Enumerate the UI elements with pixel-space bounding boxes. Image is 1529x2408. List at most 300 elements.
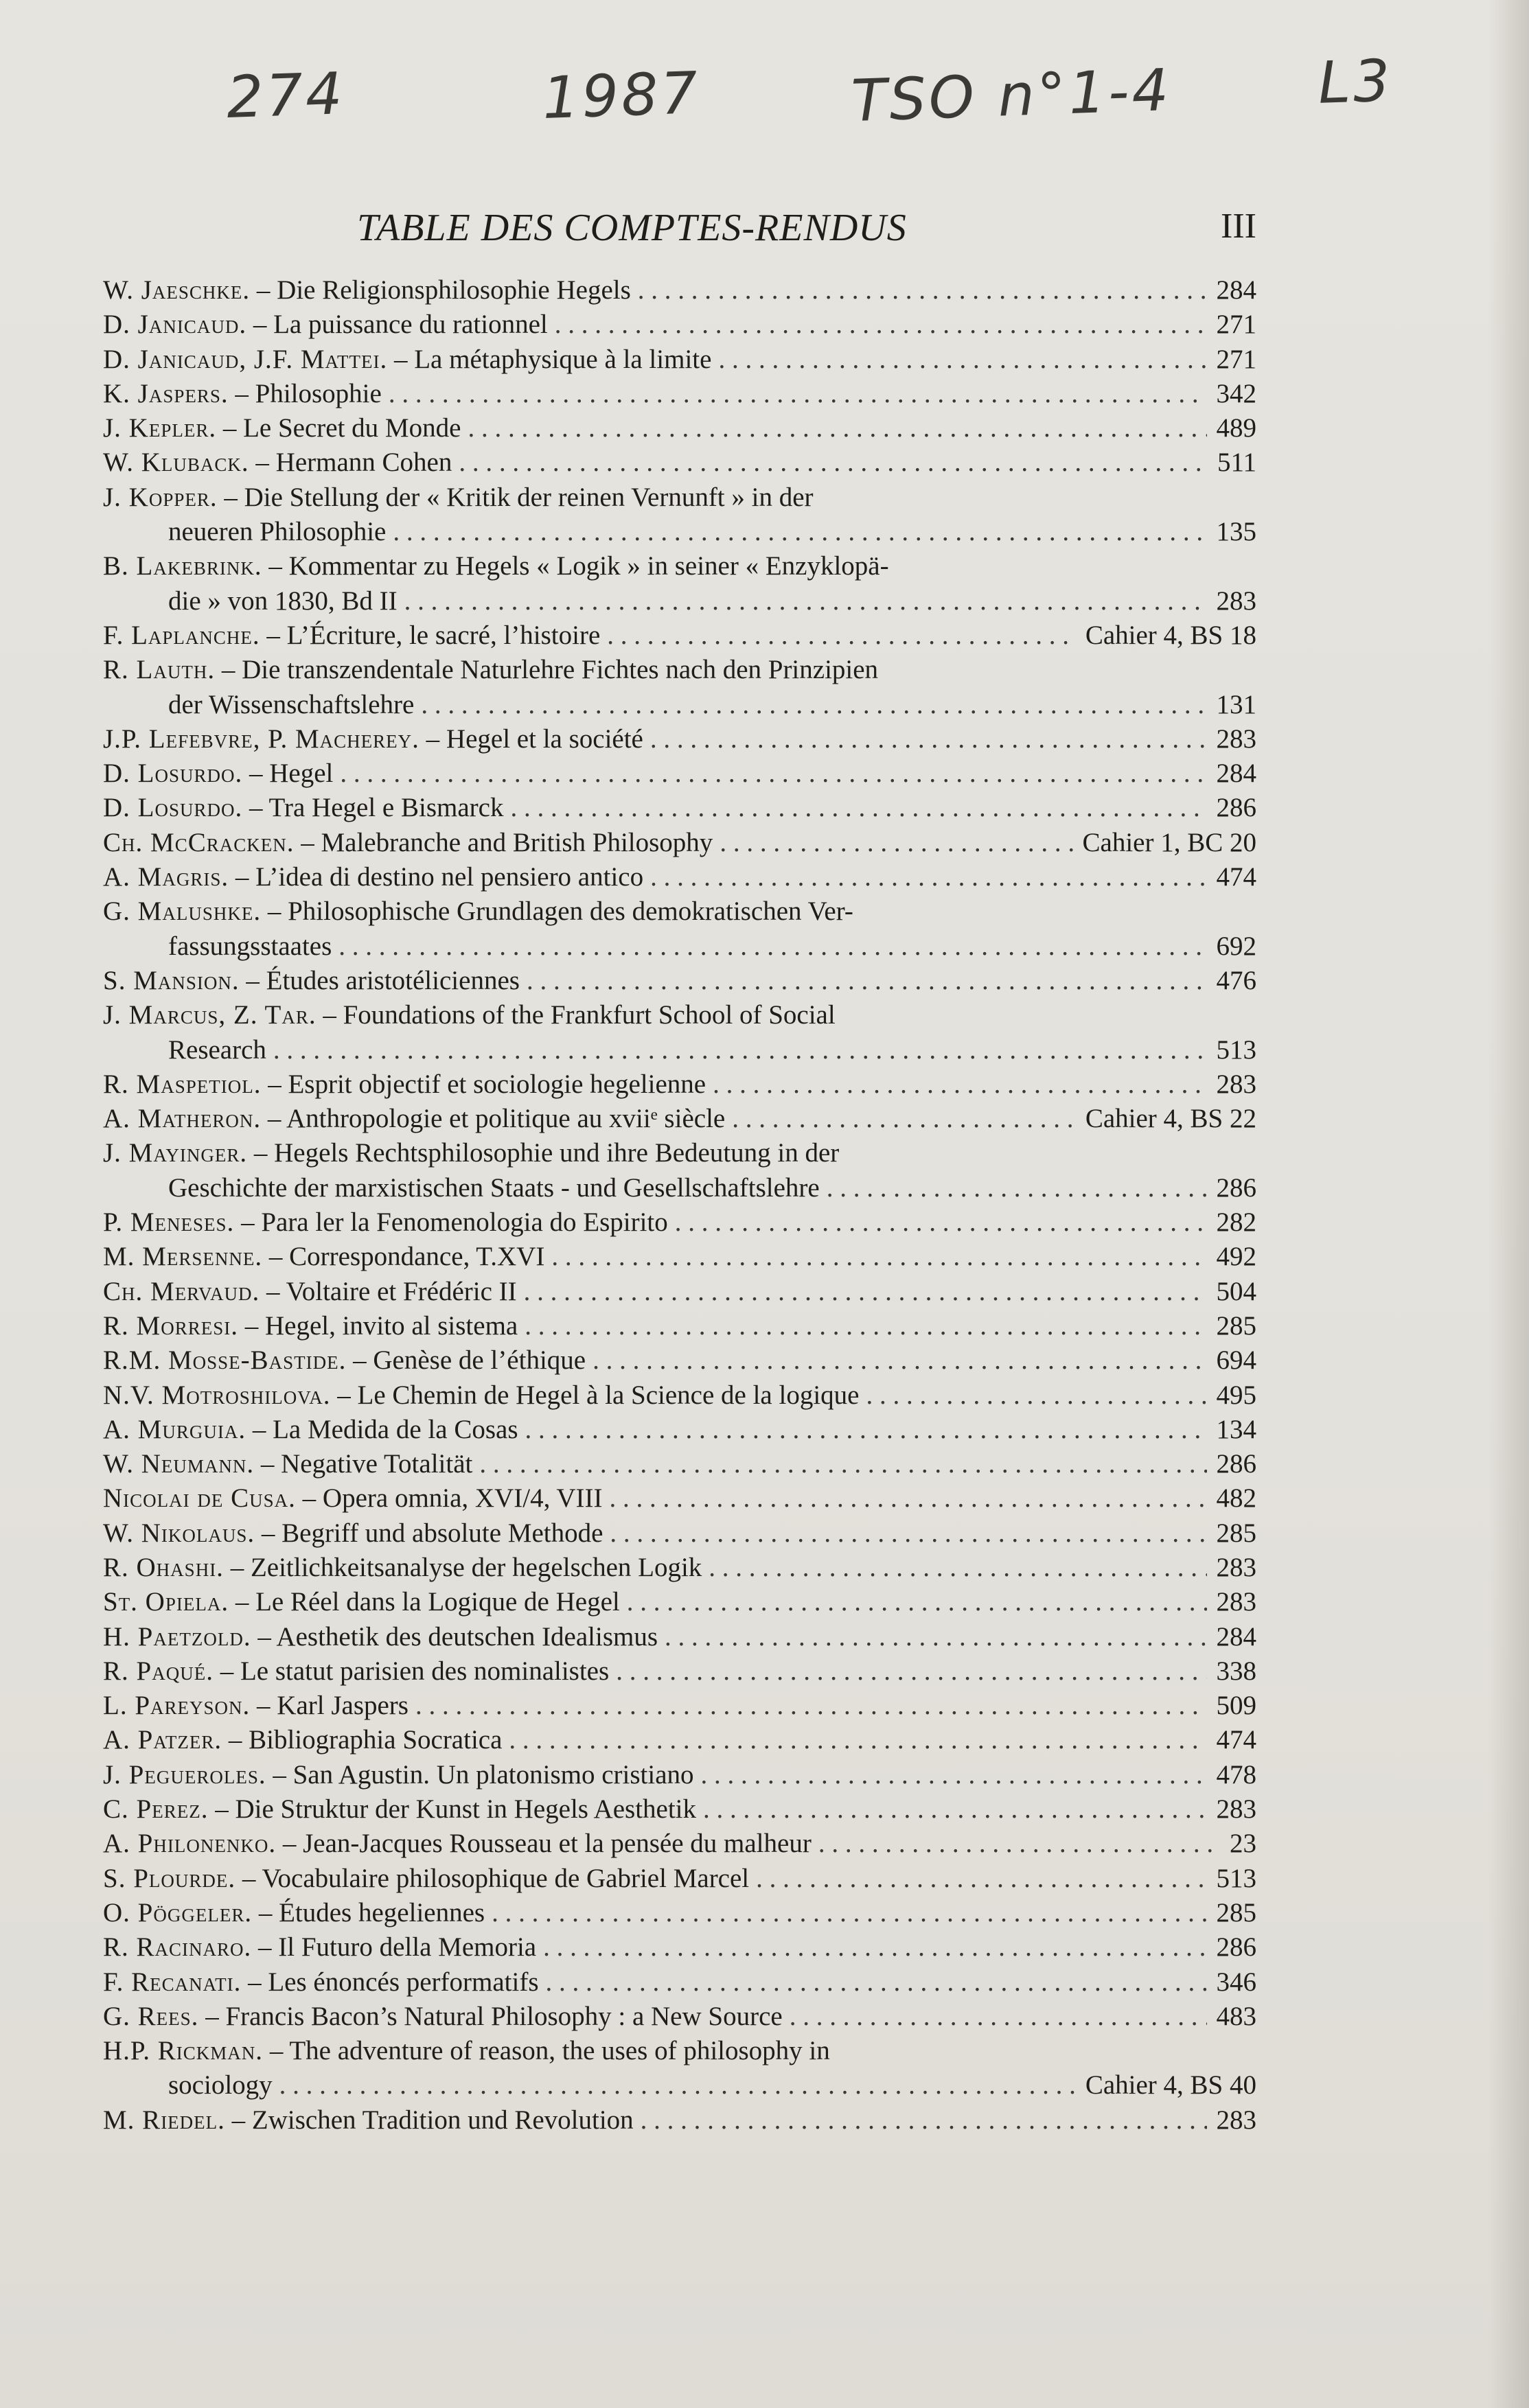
entry-page-reference: 286 — [1216, 1449, 1256, 1479]
dot-leader — [703, 1792, 1206, 1827]
entry-author: D. Janicaud. — [103, 310, 247, 340]
entry-author: S. Mansion. — [103, 965, 240, 995]
entry-title: – L’idea di destino nel pensiero antico — [235, 862, 644, 892]
entry-author: Ch. Mervaud. — [103, 1276, 260, 1306]
entry-title: – Hermann Cohen — [255, 448, 452, 478]
index-entry — [103, 791, 1256, 825]
entry-page-reference: 135 — [1216, 517, 1256, 547]
entry-first-line — [103, 2000, 1256, 2034]
entry-title: – Le Réel dans la Logique de Hegel — [235, 1587, 620, 1617]
entry-title: – The adventure of reason, the uses of philosophy in — [269, 2036, 830, 2066]
entry-title: neueren Philosophie — [168, 517, 387, 547]
dot-leader — [827, 1171, 1207, 1205]
dot-leader — [650, 722, 1207, 756]
entry-first-line — [103, 1827, 1256, 1861]
entry-title: – Philosophie — [235, 378, 382, 408]
entry-first-line — [103, 1309, 1256, 1343]
entry-continuation-line — [103, 2068, 1256, 2103]
entry-title: – Hegel, invito al sistema — [244, 1310, 518, 1341]
entry-page-reference: 513 — [1216, 1034, 1256, 1065]
entry-page-reference: 284 — [1216, 1621, 1256, 1652]
entry-page-reference: Cahier 4, BS 22 — [1085, 1104, 1256, 1134]
index-entry — [103, 1896, 1256, 1930]
dot-leader — [492, 1896, 1206, 1930]
entry-author: M. Riedel. — [103, 2105, 225, 2135]
entry-author: W. Neumann. — [103, 1449, 255, 1479]
entry-title: – La métaphysique à la limite — [393, 344, 712, 374]
index-entry — [103, 1585, 1256, 1619]
page-title: TABLE DES COMPTES-RENDUS — [357, 207, 907, 249]
entry-page-reference: 283 — [1216, 723, 1256, 754]
entry-page-reference: 283 — [1216, 586, 1256, 616]
entry-title: – Correspondance, T.XVI — [268, 1242, 545, 1272]
entry-title: – Hegel — [249, 759, 334, 789]
entry-author: H. Paetzold. — [103, 1621, 251, 1652]
entry-first-line — [103, 445, 1256, 480]
entry-title: – L’Écriture, le sacré, l’histoire — [266, 620, 601, 650]
entry-title: – Zwischen Tradition und Revolution — [231, 2105, 634, 2135]
dot-leader — [525, 1309, 1206, 1343]
entry-first-line — [103, 1620, 1256, 1654]
entry-first-line — [103, 2034, 1256, 2068]
entry-title: – Begriff und absolute Methode — [261, 1518, 603, 1548]
entry-continuation-line — [103, 1171, 1256, 1205]
index-entry — [103, 1551, 1256, 1585]
dot-leader — [555, 308, 1207, 342]
entry-author: Nicolai de Cusa. — [103, 1483, 296, 1514]
entry-page-reference: 271 — [1216, 310, 1256, 340]
entry-page-reference: 286 — [1216, 793, 1256, 823]
dot-leader — [616, 1654, 1206, 1689]
dot-leader — [393, 515, 1206, 549]
entry-continuation-line — [103, 1033, 1256, 1067]
entry-page-reference: 286 — [1216, 1932, 1256, 1963]
index-entry — [103, 1965, 1256, 2000]
dot-leader — [338, 929, 1206, 964]
entry-page-reference: 342 — [1216, 378, 1256, 408]
entry-title: – Kommentar zu Hegels « Logik » in seiner « Enzyklopä- — [268, 551, 889, 581]
entry-page-reference: 284 — [1216, 759, 1256, 789]
dot-leader — [701, 1758, 1207, 1792]
entry-author: Ch. McCracken. — [103, 827, 295, 857]
index-entry — [103, 894, 1256, 964]
index-entry — [103, 1862, 1256, 1896]
entry-author: G. Rees. — [103, 2001, 199, 2031]
dot-leader — [650, 860, 1206, 894]
entry-first-line — [103, 273, 1256, 308]
dot-leader — [610, 1516, 1206, 1551]
entry-page-reference: 694 — [1216, 1345, 1256, 1376]
entry-title: sociology — [168, 2070, 273, 2100]
entry-page-reference: 474 — [1216, 1725, 1256, 1755]
entry-first-line — [103, 1378, 1256, 1413]
entry-first-line — [103, 1447, 1256, 1481]
entry-title: – Die Religionsphilosophie Hegels — [256, 275, 631, 305]
entry-title: – Karl Jaspers — [257, 1691, 409, 1721]
entry-page-reference: 283 — [1216, 2105, 1256, 2135]
index-entry — [103, 308, 1256, 342]
entry-first-line — [103, 894, 1256, 929]
entry-author: R. Paqué. — [103, 1656, 214, 1686]
entry-continuation-line — [103, 688, 1256, 722]
entry-first-line — [103, 1551, 1256, 1585]
index-entry — [103, 722, 1256, 756]
entry-title: die » von 1830, Bd II — [168, 586, 398, 616]
entry-page-reference: 511 — [1217, 448, 1256, 478]
dot-leader — [468, 411, 1206, 445]
dot-leader — [866, 1378, 1206, 1413]
entry-author: D. Losurdo. — [103, 793, 243, 823]
dot-leader — [527, 964, 1207, 998]
entry-title: – Foundations of the Frankfurt School of Social — [323, 1000, 836, 1030]
entry-first-line — [103, 618, 1256, 653]
handwritten-note-2: 1987 — [541, 59, 702, 132]
dot-leader — [709, 1551, 1206, 1585]
entry-page-reference: 283 — [1216, 1552, 1256, 1582]
entry-author: W. Jaeschke. — [103, 275, 251, 305]
entry-title: – Il Futuro della Memoria — [258, 1932, 537, 1963]
entry-title: – Vocabulaire philosophique de Gabriel Marcel — [242, 1863, 750, 1893]
dot-leader — [524, 1275, 1207, 1309]
entry-author: G. Malushke. — [103, 896, 262, 927]
dot-leader — [665, 1620, 1206, 1654]
entry-first-line — [103, 549, 1256, 583]
entry-title: – Die Struktur der Kunst in Hegels Aesthetik — [215, 1794, 697, 1825]
index-entry — [103, 411, 1256, 445]
entry-author: R. Racinaro. — [103, 1932, 252, 1963]
dot-leader — [720, 826, 1072, 860]
index-entry — [103, 653, 1256, 722]
dot-leader — [525, 1413, 1207, 1447]
entry-first-line — [103, 1585, 1256, 1619]
dot-leader — [546, 1965, 1207, 2000]
entry-title: – La Medida de la Cosas — [252, 1414, 518, 1444]
entry-title: – Hegels Rechtsphilosophie und ihre Bedeutung in der — [253, 1138, 840, 1168]
entry-author: R. Ohashi. — [103, 1552, 224, 1582]
entry-page-reference: 346 — [1216, 1967, 1256, 1997]
index-entry — [103, 273, 1256, 308]
dot-leader — [638, 273, 1207, 308]
entry-author: W. Kluback. — [103, 448, 249, 478]
index-entry — [103, 618, 1256, 653]
entry-page-reference: 283 — [1216, 1069, 1256, 1099]
entry-author: R. Morresi. — [103, 1310, 238, 1341]
index-entry — [103, 549, 1256, 618]
entry-author: A. Matheron. — [103, 1104, 262, 1134]
index-entry — [103, 481, 1256, 550]
index-entry — [103, 1792, 1256, 1827]
entry-title: – Negative Totalität — [260, 1449, 473, 1479]
index-entry — [103, 860, 1256, 894]
entry-title: – Malebranche and British Philosophy — [301, 827, 713, 857]
page-number: III — [1221, 207, 1256, 246]
entry-page-reference: 286 — [1216, 1172, 1256, 1203]
entry-author: J. Kopper. — [103, 482, 218, 512]
entry-page-reference: 283 — [1216, 1587, 1256, 1617]
entry-first-line — [103, 1965, 1256, 2000]
index-entry — [103, 343, 1256, 377]
entry-first-line — [103, 1481, 1256, 1516]
dot-leader — [459, 445, 1208, 480]
index-entry — [103, 445, 1256, 480]
entry-page-reference: 513 — [1216, 1863, 1256, 1893]
entry-first-line — [103, 481, 1256, 515]
index-entry — [103, 1689, 1256, 1723]
entry-first-line — [103, 653, 1256, 687]
entry-author: St. Opiela. — [103, 1587, 229, 1617]
entry-first-line — [103, 1413, 1256, 1447]
entry-author: J.P. Lefebvre, P. Macherey. — [103, 723, 419, 754]
entry-title: – Genèse de l’éthique — [353, 1345, 586, 1376]
entry-title: – Opera omnia, XVI/4, VIII — [302, 1483, 603, 1514]
index-entry — [103, 2103, 1256, 2138]
entry-first-line — [103, 1723, 1256, 1757]
entry-page-reference: 489 — [1216, 413, 1256, 443]
entry-author: P. Meneses. — [103, 1207, 235, 1238]
index-entry — [103, 1275, 1256, 1309]
entry-first-line — [103, 1654, 1256, 1689]
index-entry — [103, 1240, 1256, 1274]
index-entry — [103, 826, 1256, 860]
entry-author: B. Lakebrink. — [103, 551, 262, 581]
entry-first-line — [103, 1102, 1256, 1136]
entry-first-line — [103, 1275, 1256, 1309]
entry-first-line — [103, 860, 1256, 894]
entry-page-reference: 283 — [1216, 1794, 1256, 1825]
entry-author: J. Kepler. — [103, 413, 217, 443]
entry-page-reference: 23 — [1230, 1829, 1256, 1859]
entry-title: Geschichte der marxistischen Staats - und Gesellschaftslehre — [168, 1172, 820, 1203]
entry-title: – Die transzendentale Naturlehre Fichtes nach den Prinzipien — [221, 655, 879, 685]
entry-title: – Études aristotéliciennes — [246, 965, 520, 995]
dot-leader — [627, 1585, 1207, 1619]
page-header — [103, 206, 1256, 261]
entry-title: – Hegel et la société — [426, 723, 643, 754]
entry-author: C. Perez. — [103, 1794, 209, 1825]
dot-leader — [479, 1447, 1206, 1481]
handwritten-note-3: TSO n°1-4 — [850, 56, 1173, 135]
index-entry — [103, 2034, 1256, 2103]
entry-title: – Le Secret du Monde — [222, 413, 461, 443]
dot-leader — [421, 688, 1206, 722]
index-entry — [103, 1654, 1256, 1689]
dot-leader — [713, 1067, 1206, 1102]
entry-first-line — [103, 964, 1256, 998]
entry-page-reference: 271 — [1216, 344, 1256, 374]
index-entry — [103, 1447, 1256, 1481]
entry-page-reference: 285 — [1216, 1310, 1256, 1341]
entry-first-line — [103, 308, 1256, 342]
entry-title: – Anthropologie et politique au xviiᵉ siècle — [267, 1104, 726, 1134]
entry-title: – Études hegeliennes — [258, 1897, 485, 1927]
entry-first-line — [103, 343, 1256, 377]
entry-continuation-line — [103, 929, 1256, 964]
dot-leader — [404, 584, 1207, 618]
entry-author: F. Recanati. — [103, 1967, 242, 1997]
entry-author: A. Philonenko. — [103, 1829, 277, 1859]
entry-author: D. Janicaud, J.F. Mattei. — [103, 344, 388, 374]
dot-leader — [732, 1102, 1076, 1136]
entry-author: J. Mayinger. — [103, 1138, 248, 1168]
entry-title: – Le statut parisien des nominalistes — [220, 1656, 610, 1686]
index-entry — [103, 1827, 1256, 1861]
dot-leader — [279, 2068, 1076, 2103]
index-entry — [103, 1205, 1256, 1240]
entry-author: S. Plourde. — [103, 1863, 236, 1893]
entry-title: – Aesthetik des deutschen Idealismus — [257, 1621, 658, 1652]
entry-first-line — [103, 1516, 1256, 1551]
entry-page-reference: 285 — [1216, 1897, 1256, 1927]
index-entry — [103, 1413, 1256, 1447]
index-entry — [103, 2000, 1256, 2034]
entry-page-reference: 285 — [1216, 1518, 1256, 1548]
entry-title: – San Agustin. Un platonismo cristiano — [273, 1759, 694, 1790]
entry-title: – La puissance du rationnel — [253, 310, 548, 340]
dot-leader — [718, 343, 1206, 377]
entry-author: R. Lauth. — [103, 655, 216, 685]
entry-author: R.M. Mosse-Bastide. — [103, 1345, 347, 1376]
entry-first-line — [103, 1758, 1256, 1792]
entry-page-reference: 284 — [1216, 275, 1256, 305]
entry-page-reference: Cahier 4, BS 40 — [1085, 2070, 1256, 2100]
entry-first-line — [103, 377, 1256, 411]
entry-title: – Zeitlichkeitsanalyse der hegelschen Logik — [230, 1552, 702, 1582]
dot-leader — [543, 1930, 1206, 1965]
entry-author: A. Patzer. — [103, 1725, 222, 1755]
entry-author: D. Losurdo. — [103, 759, 243, 789]
entry-page-reference: 474 — [1216, 862, 1256, 892]
entry-title: fassungsstaates — [168, 931, 332, 961]
entry-author: L. Pareyson. — [103, 1691, 251, 1721]
index-entry — [103, 1758, 1256, 1792]
dot-leader — [510, 791, 1206, 825]
dot-leader — [551, 1240, 1206, 1274]
entry-title: der Wissenschaftslehre — [168, 689, 415, 719]
entry-title: – Bibliographia Socratica — [228, 1725, 503, 1755]
entry-page-reference: Cahier 4, BS 18 — [1085, 620, 1256, 650]
index-entry — [103, 1620, 1256, 1654]
entry-title: – Esprit objectif et sociologie hegelienne — [268, 1069, 706, 1099]
entry-author: H.P. Rickman. — [103, 2036, 264, 2066]
index-entry — [103, 1067, 1256, 1102]
entry-author: R. Maspetiol. — [103, 1069, 262, 1099]
entry-first-line — [103, 756, 1256, 791]
dot-leader — [607, 618, 1076, 653]
entry-title: – Le Chemin de Hegel à la Science de la logique — [337, 1380, 860, 1410]
entry-page-reference: Cahier 1, BC 20 — [1082, 827, 1256, 857]
entry-continuation-line — [103, 584, 1256, 618]
index-entry — [103, 1481, 1256, 1516]
entry-first-line — [103, 1205, 1256, 1240]
entry-title: – Tra Hegel e Bismarck — [249, 793, 504, 823]
index-entry — [103, 1723, 1256, 1757]
entry-first-line — [103, 1136, 1256, 1170]
entry-first-line — [103, 826, 1256, 860]
entry-first-line — [103, 1930, 1256, 1965]
entry-author: O. Pöggeler. — [103, 1897, 253, 1927]
index-entry — [103, 1378, 1256, 1413]
entry-page-reference: 482 — [1216, 1483, 1256, 1514]
entry-author: N.V. Motroshilova. — [103, 1380, 331, 1410]
entry-first-line — [103, 1240, 1256, 1274]
handwritten-note-4: L3 — [1317, 47, 1394, 117]
entry-continuation-line — [103, 515, 1256, 549]
entry-title: – Voltaire et Frédéric II — [266, 1276, 517, 1306]
entry-author: J. Marcus, Z. Tar. — [103, 1000, 317, 1030]
entry-author: K. Jaspers. — [103, 378, 229, 408]
dot-leader — [756, 1862, 1206, 1896]
page-spine-shadow — [1488, 0, 1529, 2408]
entry-page-reference: 476 — [1216, 965, 1256, 995]
entry-title: – Philosophische Grundlagen des demokratischen Ver- — [267, 896, 853, 927]
entry-first-line — [103, 1689, 1256, 1723]
index-entry — [103, 756, 1256, 791]
entry-page-reference: 282 — [1216, 1207, 1256, 1238]
entry-author: J. Pegueroles. — [103, 1759, 266, 1790]
entry-title: – Les énoncés performatifs — [248, 1967, 539, 1997]
dot-leader — [593, 1343, 1206, 1378]
index-entry — [103, 964, 1256, 998]
dot-leader — [818, 1827, 1220, 1861]
entry-title: – Francis Bacon’s Natural Philosophy : a New Source — [205, 2001, 783, 2031]
index-entry — [103, 1516, 1256, 1551]
entry-first-line — [103, 791, 1256, 825]
entry-first-line — [103, 1862, 1256, 1896]
entry-page-reference: 338 — [1216, 1656, 1256, 1686]
dot-leader — [641, 2103, 1207, 2138]
dot-leader — [509, 1723, 1206, 1757]
entry-title: – Jean-Jacques Rousseau et la pensée du malheur — [282, 1829, 812, 1859]
entry-page-reference: 483 — [1216, 2001, 1256, 2031]
dot-leader — [675, 1205, 1207, 1240]
index-entry — [103, 1136, 1256, 1205]
dot-leader — [790, 2000, 1207, 2034]
entry-page-reference: 131 — [1216, 689, 1256, 719]
entry-title: – Para ler la Fenomenologia do Espirito — [241, 1207, 668, 1238]
entry-first-line — [103, 1792, 1256, 1827]
entry-title: Research — [168, 1034, 266, 1065]
entry-title: – Die Stellung der « Kritik der reinen Vernunft » in der — [224, 482, 814, 512]
index-entry — [103, 998, 1256, 1067]
entry-first-line — [103, 998, 1256, 1032]
handwritten-annotations — [0, 48, 1529, 151]
index-entry — [103, 1343, 1256, 1378]
index-entry — [103, 1102, 1256, 1136]
entry-author: A. Magris. — [103, 862, 229, 892]
entry-page-reference: 495 — [1216, 1380, 1256, 1410]
entry-page-reference: 509 — [1216, 1691, 1256, 1721]
entry-author: F. Laplanche. — [103, 620, 260, 650]
dot-leader — [415, 1689, 1207, 1723]
review-index-list — [103, 273, 1256, 2138]
entry-first-line — [103, 722, 1256, 756]
dot-leader — [610, 1481, 1207, 1516]
entry-page-reference: 134 — [1216, 1414, 1256, 1444]
entry-page-reference: 492 — [1216, 1242, 1256, 1272]
dot-leader — [340, 756, 1206, 791]
entry-page-reference: 478 — [1216, 1759, 1256, 1790]
dot-leader — [389, 377, 1207, 411]
handwritten-note-1: 274 — [225, 60, 347, 131]
entry-author: A. Murguia. — [103, 1414, 246, 1444]
index-entry — [103, 1309, 1256, 1343]
entry-first-line — [103, 2103, 1256, 2138]
entry-first-line — [103, 1067, 1256, 1102]
entry-first-line — [103, 1343, 1256, 1378]
index-entry — [103, 1930, 1256, 1965]
entry-first-line — [103, 1896, 1256, 1930]
entry-author: W. Nikolaus. — [103, 1518, 255, 1548]
